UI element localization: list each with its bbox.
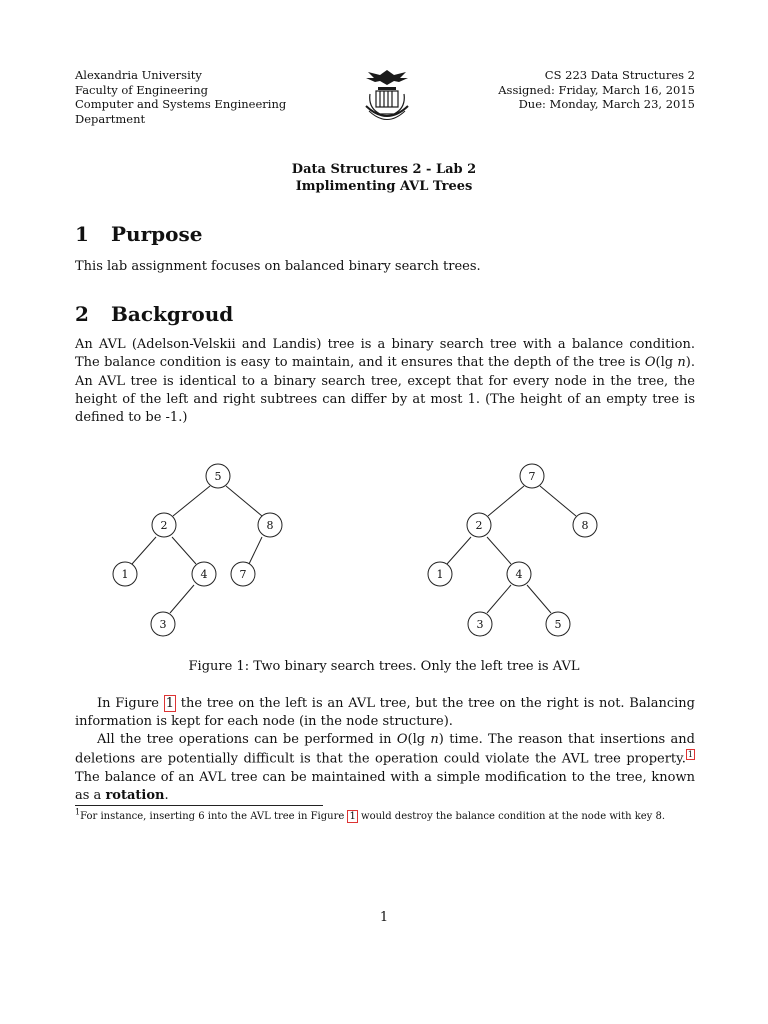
edge-2-4 <box>487 537 511 564</box>
edge-4-3 <box>487 585 511 613</box>
math-run: ) <box>438 732 444 747</box>
footnote-rule <box>75 805 323 806</box>
svg-text:2: 2 <box>160 519 168 532</box>
svg-text:2: 2 <box>475 519 483 532</box>
title-line-2: Implimenting AVL Trees <box>295 179 473 194</box>
footnote <box>75 809 695 824</box>
tree-node <box>258 513 282 537</box>
text-run: . <box>164 788 169 804</box>
edge-5-8 <box>226 486 262 516</box>
section-heading-background <box>75 302 233 326</box>
header-due: Due: Monday, March 23, 2015 <box>518 97 695 111</box>
math-run: ). <box>685 355 695 371</box>
tree-node <box>231 562 255 586</box>
header-course: CS 223 Data Structures 2 <box>544 68 695 82</box>
header-department-cont: Department <box>75 111 146 126</box>
tree-node <box>520 464 544 488</box>
tree-node <box>151 612 175 636</box>
math-run: (lg <box>655 355 678 371</box>
svg-text:7: 7 <box>239 568 247 581</box>
footnote-mark: 1 <box>75 807 81 817</box>
text-run: An AVL (Adelson-Velskii and Landis) tree is a binary search tree with a balance condition. The balance condition is easy to maintain, and it ensures that the depth of the tree is <box>75 337 695 371</box>
header-assigned: Assigned: Friday, March 16, 2015 <box>498 82 695 97</box>
background-paragraph-3 <box>75 731 695 806</box>
math-run: n <box>430 732 439 747</box>
svg-text:4: 4 <box>200 568 208 581</box>
section-heading-purpose <box>75 222 202 246</box>
purpose-paragraph: This lab assignment focuses on balanced binary search trees. <box>75 259 481 274</box>
background-paragraph-1 <box>75 336 695 427</box>
svg-text:8: 8 <box>581 519 589 532</box>
tree-node <box>428 562 452 586</box>
text-run: In Figure <box>97 696 164 711</box>
tree-node <box>573 513 597 537</box>
svg-text:1: 1 <box>436 568 444 581</box>
tree-node <box>192 562 216 586</box>
header-department: Computer and Systems Engineering <box>75 97 287 111</box>
text-run: All the tree operations can be performed in <box>97 732 397 747</box>
left-tree <box>113 464 282 636</box>
edge-7-2 <box>488 486 524 516</box>
document-title <box>0 161 768 195</box>
math-run: O <box>644 355 656 371</box>
figure-binary-search-trees <box>0 450 768 650</box>
svg-text:3: 3 <box>159 618 167 631</box>
header-course-info <box>498 68 695 112</box>
edge-2-4 <box>172 537 196 564</box>
university-seal-icon <box>358 66 416 126</box>
edge-2-1 <box>132 537 156 564</box>
edge-5-2 <box>173 486 210 516</box>
page-number: 1 <box>379 910 389 925</box>
section-title: Purpose <box>111 222 203 246</box>
edge-2-1 <box>447 537 471 564</box>
background-paragraph-2 <box>75 695 695 732</box>
tree-node <box>152 513 176 537</box>
header-institution <box>75 68 286 126</box>
svg-text:3: 3 <box>476 618 484 631</box>
text-run: The balance of an AVL tree can be maintained with a simple modification to the tree, known as a <box>75 769 695 804</box>
svg-text:1: 1 <box>121 568 129 581</box>
title-line-1: Data Structures 2 - Lab 2 <box>291 162 477 177</box>
text-run: would destroy the balance condition at the node with key 8. <box>357 811 666 822</box>
svg-text:4: 4 <box>515 568 523 581</box>
tree-node <box>468 612 492 636</box>
edge-8-7 <box>249 537 262 564</box>
section-number: 1 <box>75 222 89 246</box>
header-university: Alexandria University <box>75 68 202 82</box>
text-run: An AVL tree is identical to a binary search tree, except that for every node in the tree, the height of the left and right subtrees can differ by at most 1. (The height of an empty tree is defined to be -1.) <box>75 373 695 426</box>
svg-text:8: 8 <box>266 519 274 532</box>
section-number: 2 <box>75 302 89 326</box>
edge-7-8 <box>540 486 576 516</box>
footnote-reference-link[interactable]: 1 <box>687 750 693 760</box>
text-run: time. The reason that insertions and deletions are potentially difficult is that the operation could violate the AVL tree property. <box>75 732 696 767</box>
svg-text:5: 5 <box>554 618 562 631</box>
math-run: n <box>677 355 686 371</box>
svg-text:5: 5 <box>214 470 222 483</box>
bold-term: rotation <box>105 788 165 804</box>
math-run: O <box>396 732 408 747</box>
tree-node <box>507 562 531 586</box>
figure-caption: Figure 1: Two binary search trees. Only the left tree is AVL <box>188 659 580 674</box>
header-faculty: Faculty of Engineering <box>75 82 208 97</box>
section-title: Backgroud <box>111 302 234 326</box>
right-tree <box>428 464 597 636</box>
math-run: (lg <box>407 732 431 747</box>
tree-node <box>206 464 230 488</box>
edge-4-5 <box>527 585 551 613</box>
svg-text:7: 7 <box>528 470 536 483</box>
figure-reference-link[interactable]: 1 <box>165 696 175 711</box>
text-run: For instance, inserting 6 into the AVL tree in Figure <box>80 811 348 822</box>
edge-4-3 <box>170 585 194 613</box>
figure-reference-link[interactable]: 1 <box>349 811 356 822</box>
tree-node <box>113 562 137 586</box>
text-run: the tree on the left is an AVL tree, but the tree on the right is not. Balancing information is kept for each node (in the node structure). <box>75 696 695 730</box>
tree-node <box>546 612 570 636</box>
tree-node <box>467 513 491 537</box>
